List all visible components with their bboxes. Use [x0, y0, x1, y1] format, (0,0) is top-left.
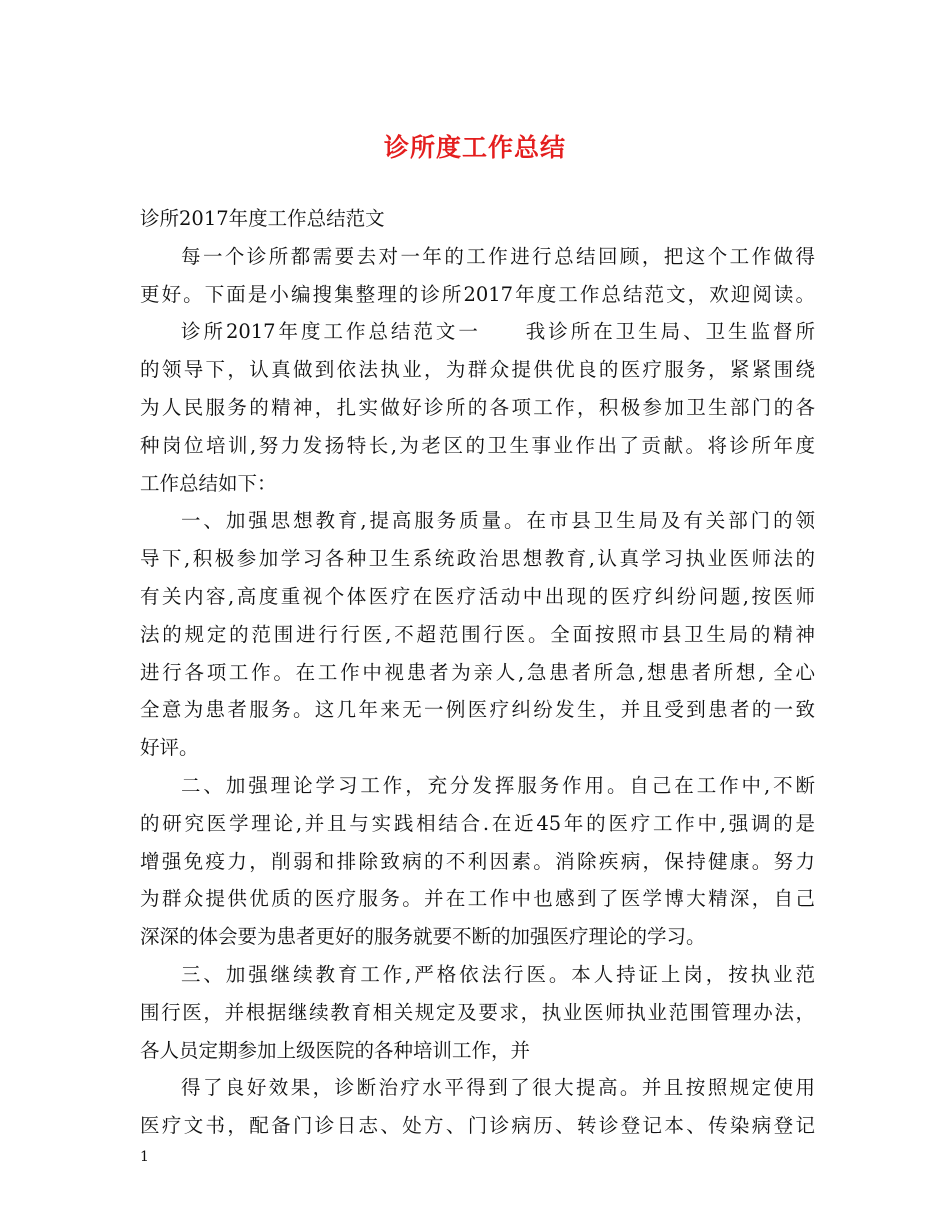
paragraph-line: 每一个诊所都需要去对一年的工作进行总结回顾，把这个工作做得 [181, 244, 815, 268]
paragraph-line: 得了良好效果，诊断治疗水平得到了很大提高。并且按照规定使用 [181, 1076, 815, 1100]
page-number: 1 [140, 1149, 149, 1165]
paragraph-line: 增强免疫力，削弱和排除致病的不利因素。消除疾病，保持健康。努力 [140, 849, 815, 873]
paragraph-line: 一、加强思想教育,提高服务质量。在市县卫生局及有关部门的领 [181, 509, 815, 533]
paragraph-line: 为群众提供优质的医疗服务。并在工作中也感到了医学博大精深，自己 [140, 887, 815, 911]
paragraph-line: 全意为患者服务。这几年来无一例医疗纠纷发生，并且受到患者的一致 [140, 698, 815, 722]
paragraph-line: 进行各项工作。在工作中视患者为亲人,急患者所急,想患者所想, 全心 [140, 660, 815, 684]
document-title: 诊所度工作总结 [383, 133, 566, 162]
paragraph-line: 二、加强理论学习工作，充分发挥服务作用。自己在工作中,不断 [181, 773, 815, 797]
document-body [140, 200, 815, 1145]
paragraph-line: 诊所2017年度工作总结范文一 我诊所在卫生局、卫生监督所 [181, 320, 815, 344]
paragraph-line: 有关内容,高度重视个体医疗在医疗活动中出现的医疗纠纷问题,按医师 [140, 584, 815, 608]
paragraph-line: 工作总结如下： [140, 471, 277, 495]
paragraph-line: 的研究医学理论,并且与实践相结合.在近45年的医疗工作中,强调的是 [140, 811, 815, 835]
paragraph-line: 导下,积极参加学习各种卫生系统政治思想教育,认真学习执业医师法的 [140, 547, 815, 571]
paragraph-line: 深深的体会要为患者更好的服务就要不断的加强医疗理论的学习。 [140, 925, 706, 949]
paragraph-line: 三、加强继续教育工作,严格依法行医。本人持证上岗，按执业范 [181, 962, 815, 986]
paragraph-line: 好评。 [140, 736, 199, 760]
paragraph-line: 为人民服务的精神，扎实做好诊所的各项工作，积极参加卫生部门的各 [140, 395, 815, 419]
paragraph-line: 各人员定期参加上级医院的各种培训工作，并 [140, 1038, 531, 1062]
paragraph-line: 围行医，并根据继续教育相关规定及要求，执业医师执业范围管理办法， [140, 1000, 815, 1024]
paragraph-line: 法的规定的范围进行行医,不超范围行医。全面按照市县卫生局的精神 [140, 622, 815, 646]
paragraph-line: 种岗位培训,努力发扬特长,为老区的卫生事业作出了贡献。将诊所年度 [140, 433, 815, 457]
paragraph-line: 医疗文书，配备门诊日志、处方、门诊病历、转诊登记本、传染病登记 [140, 1114, 815, 1138]
paragraph-line: 更好。下面是小编搜集整理的诊所2017年度工作总结范文，欢迎阅读。 [140, 282, 815, 306]
paragraph-line: 诊所2017年度工作总结范文 [140, 207, 385, 230]
paragraph-line: 的领导下，认真做到依法执业，为群众提供优良的医疗服务，紧紧围绕 [140, 358, 815, 382]
